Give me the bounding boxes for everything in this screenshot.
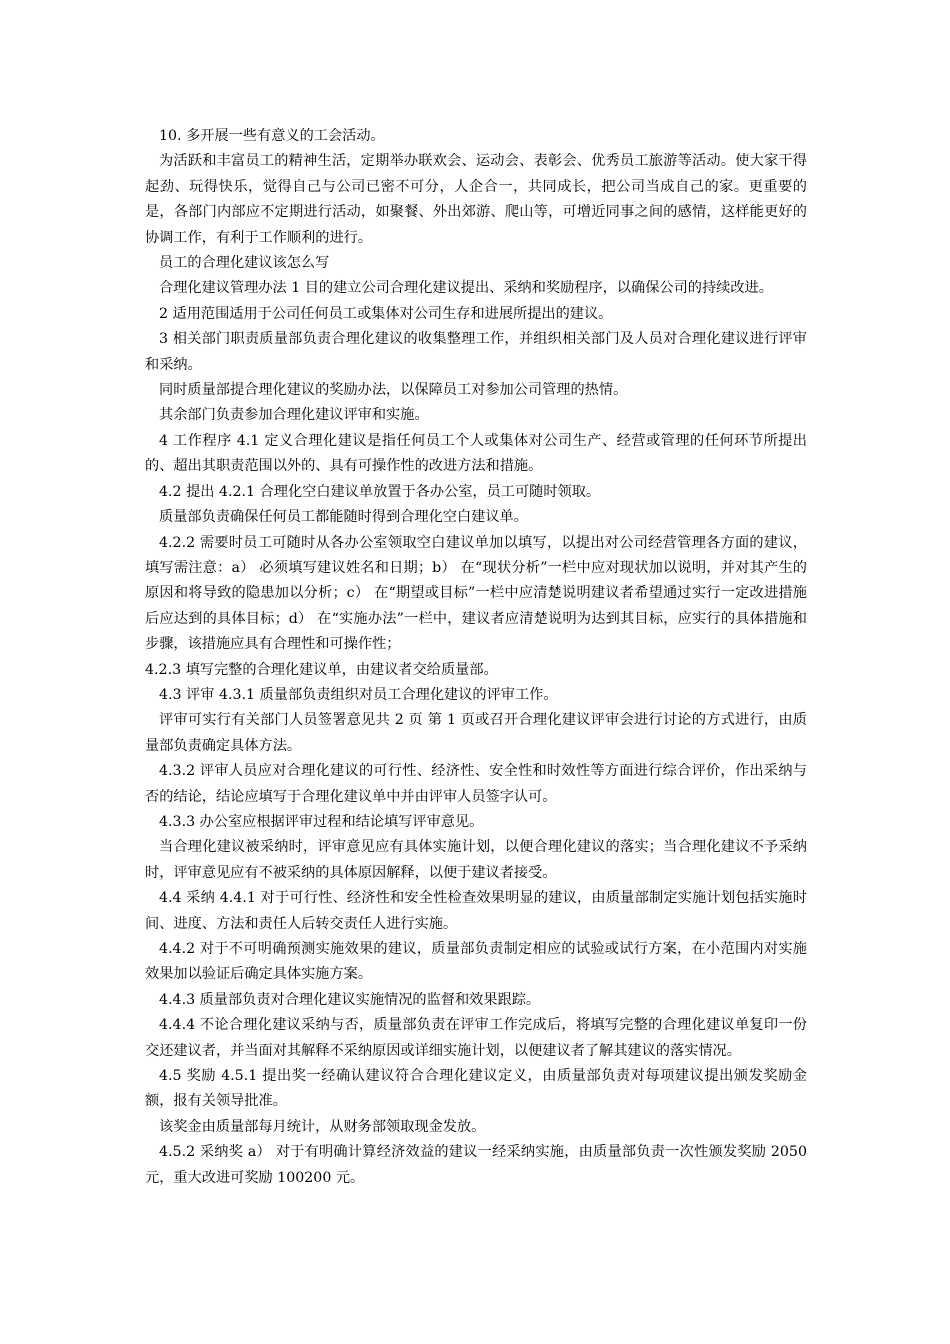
paragraph-union-activities-body: 为活跃和丰富员工的精神生活，定期举办联欢会、运动会、表彰会、优秀员工旅游等活动。使大家干得起劲、玩得快乐，觉得自己与公司已密不可分，人企合一，共同成长，把公司当成自己的家。更重要的是，各部门内部应不定期进行活动，如聚餐、外出郊游、爬山等，可增近同事之间的感情，这样能更好的协调工作，有利于工作顺利的进行。 [145,153,807,246]
paragraph-submission-4-2-2: 4.2.2 需要时员工可随时从各办公室领取空白建议单加以填写，以提出对公司经营管理各方面的建议，填写需注意：a） 必须填写建议姓名和日期；b） 在“现状分析”一栏中应对现状加以说明，并对其产生的原因和将导致的隐患加以分析；c） 在“期望或目标”一栏中应清楚说明建议者希望通过实行一定改进措施后应达到的具体目标；d） 在“实施办法”一栏中，建议者应清楚说明为达到其目标，应实行的具体措施和步骤，该措施应具有合理性和可操作性； [145,534,807,653]
paragraph-other-departments: 其余部门负责参加合理化建议评审和实施。 [159,407,429,424]
paragraph-reward-funding: 该奖金由质量部每月统计，从财务部领取现金发放。 [159,1118,486,1135]
paragraph-review-4-3-1: 4.3 评审 4.3.1 质量部负责组织对员工合理化建议的评审工作。 [159,686,558,703]
paragraph-submission-4-2-3: 4.2.3 填写完整的合理化建议单，由建议者交给质量部。 [145,661,498,678]
paragraph-scope: 2 适用范围适用于公司任何员工或集体对公司生存和进展所提出的建议。 [159,305,613,322]
paragraph-responsibilities: 3 相关部门职责质量部负责合理化建议的收集整理工作，并组织相关部门及人员对合理化建议进行评审和采纳。 [145,331,807,373]
paragraph-review-4-3-3: 4.3.3 办公室应根据评审过程和结论填写评审意见。 [159,813,484,830]
paragraph-blank-form-availability: 质量部负责确保任何员工都能随时得到合理化空白建议单。 [159,509,528,526]
paragraph-adoption-4-4-1: 4.4 采纳 4.4.1 对于可行性、经济性和安全性检查效果明显的建议，由质量部制定实施计划包括实施时间、进度、方法和责任人后转交责任人进行实施。 [145,890,807,932]
paragraph-reward-method: 同时质量部提合理化建议的奖励办法，以保障员工对参加公司管理的热情。 [159,382,628,399]
paragraph-union-activities-heading: 10. 多开展一些有意义的工会活动。 [159,128,385,144]
paragraph-reward-4-5-1: 4.5 奖励 4.5.1 提出奖一经确认建议符合合理化建议定义，由质量部负责对每项建议提出颁发奖励金额，报有关领导批准。 [145,1068,807,1110]
paragraph-suggestion-title: 员工的合理化建议该怎么写 [159,255,330,272]
paragraph-adoption-4-4-2: 4.4.2 对于不可明确预测实施效果的建议，质量部负责制定相应的试验或试行方案，在小范围内对实施效果加以验证后确定具体实施方案。 [145,941,807,983]
paragraph-review-method: 评审可实行有关部门人员签署意见共 2 页 第 1 页或召开合理化建议评审会进行讨论的方式进行，由质量部负责确定具体方法。 [145,712,807,754]
paragraph-adoption-4-4-3: 4.4.3 质量部负责对合理化建议实施情况的监督和效果跟踪。 [159,991,541,1008]
paragraph-purpose: 合理化建议管理办法 1 目的建立公司合理化建议提出、采纳和奖励程序，以确保公司的持续改进。 [159,280,773,297]
paragraph-procedure-definition: 4 工作程序 4.1 定义合理化建议是指任何员工个人或集体对公司生产、经营或管理的任何环节所提出的、超出其职责范围以外的、具有可操作性的改进方法和措施。 [145,432,807,475]
paragraph-reward-4-5-2: 4.5.2 采纳奖 a） 对于有明确计算经济效益的建议一经采纳实施，由质量部负责一次性颁发奖励 2050 元，重大改进可奖励 100200 元。 [145,1144,807,1186]
paragraph-submission-4-2-1: 4.2 提出 4.2.1 合理化空白建议单放置于各办公室，员工可随时领取。 [159,483,601,500]
document-body [145,124,807,1191]
paragraph-adoption-4-4-4: 4.4.4 不论合理化建议采纳与否，质量部负责在评审工作完成后，将填写完整的合理化建议单复印一份交还建议者，并当面对其解释不采纳原因或详细实施计划，以便建议者了解其建议的落实情况。 [145,1017,807,1059]
paragraph-review-opinion: 当合理化建议被采纳时，评审意见应有具体实施计划，以便合理化建议的落实；当合理化建议不予采纳时，评审意见应有不被采纳的具体原因解释，以便于建议者接受。 [145,839,807,881]
paragraph-review-4-3-2: 4.3.2 评审人员应对合理化建议的可行性、经济性、安全性和时效性等方面进行综合评价，作出采纳与否的结论，结论应填写于合理化建议单中并由评审人员签字认可。 [145,763,807,805]
